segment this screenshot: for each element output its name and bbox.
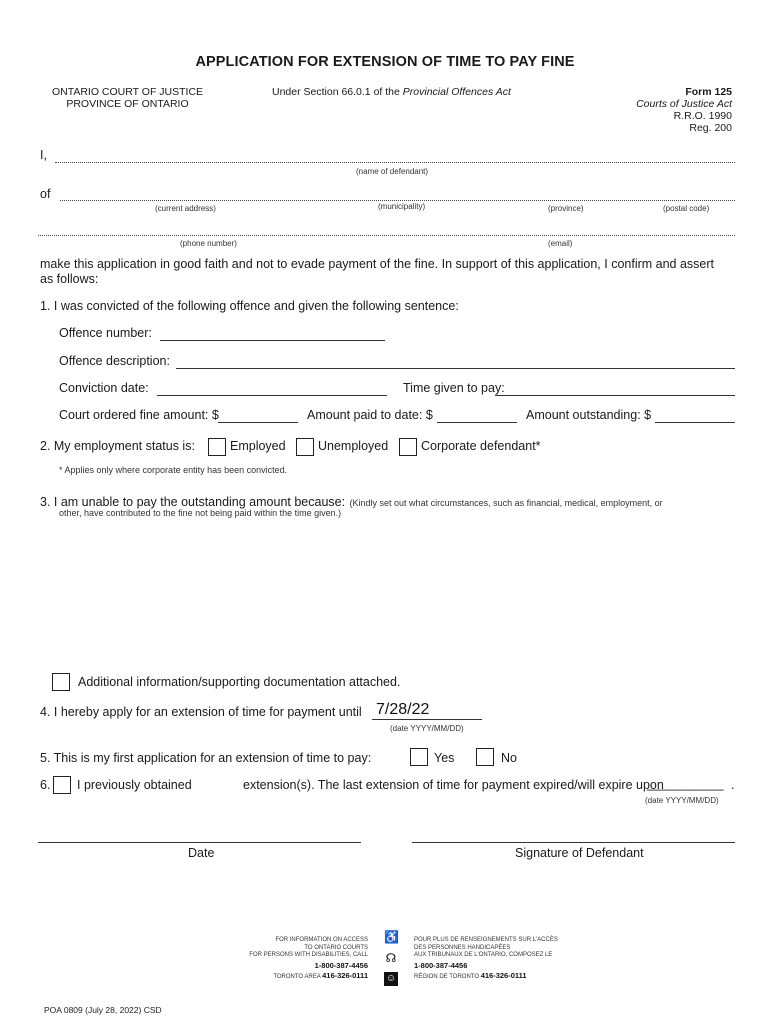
intro-line-1: make this application in good faith and not to evade payment of the fine. In support of this application, I confirm and assert — [40, 257, 715, 271]
footer-en-area: TORONTO AREA — [273, 973, 321, 980]
amount-outstanding-label: Amount outstanding: $ — [526, 408, 652, 422]
attachment-checkbox[interactable] — [52, 673, 70, 691]
corporate-defendant-label: Corporate defendant* — [421, 439, 541, 453]
municipality-caption: (municipality) — [378, 202, 426, 211]
form-code: POA 0809 (July 28, 2022) CSD — [44, 1005, 162, 1015]
section-1-heading: 1. I was convicted of the following offence and given the following sentence: — [40, 299, 459, 313]
court-line-2: PROVINCE OF ONTARIO — [66, 98, 189, 110]
employed-checkbox[interactable] — [208, 438, 226, 456]
extension-date-value: 7/28/22 — [376, 701, 430, 718]
unemployed-label: Unemployed — [318, 439, 389, 453]
conviction-date-label: Conviction date: — [59, 381, 149, 395]
footer-french — [414, 937, 558, 982]
name-caption: (name of defendant) — [356, 167, 429, 176]
offence-description-label: Offence description: — [59, 354, 170, 368]
statute-name: Provincial Offences Act — [402, 86, 511, 98]
footer-en-line-2: TO ONTARIO COURTS — [304, 944, 368, 951]
province-caption: (province) — [548, 204, 584, 213]
statute-reference — [272, 86, 511, 98]
extension-date-caption: (date YYYY/MM/DD) — [390, 724, 464, 733]
address-field[interactable] — [60, 200, 735, 201]
form-number: Form 125 — [685, 86, 732, 98]
signature-label: Signature of Defendant — [515, 846, 644, 860]
postal-code-caption: (postal code) — [663, 204, 710, 213]
fine-amount-field[interactable] — [218, 422, 298, 423]
first-application-yes-label: Yes — [434, 751, 455, 765]
form-reg: Reg. 200 — [689, 122, 732, 134]
form-title: APPLICATION FOR EXTENSION OF TIME TO PAY FINE — [195, 54, 575, 70]
corporate-note: * Applies only where corporate entity has been convicted. — [59, 465, 288, 475]
offence-number-label: Offence number: — [59, 326, 152, 340]
intro-line-2: as follows: — [40, 272, 99, 286]
email-caption: (email) — [548, 239, 573, 248]
section-5-text: 5. This is my first application for an extension of time to pay: — [40, 751, 372, 765]
footer-fr-phone-2: 416-326-0111 — [480, 970, 527, 980]
corporate-defendant-checkbox[interactable] — [399, 438, 417, 456]
form-act: Courts of Justice Act — [636, 98, 732, 110]
footer-en-line-1: FOR INFORMATION ON ACCESS — [275, 937, 368, 943]
form-reference — [636, 86, 732, 134]
section-3-instruction-1: (Kindly set out what circumstances, such as financial, medical, employment, or — [349, 498, 663, 508]
court-line-1: ONTARIO COURT OF JUSTICE — [51, 86, 204, 98]
section-6-text-a: I previously obtained — [77, 778, 192, 792]
unemployed-checkbox[interactable] — [296, 438, 314, 456]
first-application-yes-checkbox[interactable] — [410, 748, 428, 766]
offence-description-field[interactable] — [176, 368, 735, 369]
fine-amount-label: Court ordered fine amount: $ — [59, 408, 219, 422]
footer-fr-line-3: AUX TRIBUNAUX DE L'ONTARIO, COMPOSEZ LE — [414, 952, 553, 958]
reason-text-area[interactable] — [59, 525, 735, 665]
offence-number-field[interactable] — [160, 340, 385, 341]
conviction-date-field[interactable] — [157, 395, 387, 396]
accessibility-figure-icon: ☺ — [385, 973, 397, 984]
last-extension-date-caption: (date YYYY/MM/DD) — [645, 796, 719, 805]
extension-date-field[interactable] — [372, 719, 482, 720]
footer-fr-area: RÉGION DE TORONTO — [414, 973, 480, 980]
first-application-no-label: No — [501, 751, 517, 765]
employed-label: Employed — [230, 439, 286, 453]
phone-email-field[interactable] — [38, 235, 735, 236]
time-given-label: Time given to pay: — [403, 381, 505, 395]
section-6-number: 6. — [40, 778, 51, 792]
wheelchair-icon: ♿ — [384, 930, 399, 944]
amount-paid-label: Amount paid to date: $ — [307, 408, 433, 422]
date-signature-line[interactable] — [38, 842, 361, 843]
amount-outstanding-field[interactable] — [655, 422, 735, 423]
section-6-text-b: extension(s). The last extension of time for payment expired/will expire upon — [243, 778, 664, 792]
section-2-heading: 2. My employment status is: — [40, 439, 195, 453]
hearing-icon: ☊ — [385, 951, 397, 965]
footer-fr-line-1: POUR PLUS DE RENSEIGNEMENTS SUR L'ACCÈS — [414, 937, 558, 943]
section-3-instruction-2: other, have contributed to the fine not being paid within the time given.) — [59, 508, 342, 518]
section-4-text: 4. I hereby apply for an extension of time for payment until — [40, 705, 362, 719]
time-given-field[interactable] — [495, 395, 735, 396]
defendant-name-field[interactable] — [55, 162, 735, 163]
previous-extension-checkbox[interactable] — [53, 776, 71, 794]
address-caption: (current address) — [155, 204, 216, 213]
footer-english — [240, 937, 368, 982]
extension-count-field[interactable] — [192, 776, 238, 792]
amount-paid-field[interactable] — [437, 422, 517, 423]
footer-en-phone-2: 416-326-0111 — [322, 970, 368, 980]
statute-prefix: Under Section 66.0.1 of the — [272, 86, 400, 98]
footer-fr-phone-1: 1-800-387-4456 — [414, 960, 468, 970]
date-label: Date — [188, 846, 215, 860]
last-extension-date-field[interactable]: ___________ — [647, 777, 724, 791]
attachment-label: Additional information/supporting documentation attached. — [78, 675, 401, 689]
court-name — [40, 86, 215, 110]
of-label: of — [40, 187, 51, 201]
phone-caption: (phone number) — [180, 239, 237, 248]
section-3-heading-text: 3. I am unable to pay the outstanding amount because: — [40, 495, 346, 509]
form-rro: R.R.O. 1990 — [673, 110, 732, 122]
footer-fr-line-2: DES PERSONNES HANDICAPÉES — [414, 944, 511, 951]
footer-en-line-3: FOR PERSONS WITH DISABILITIES, CALL — [249, 952, 368, 958]
section-6-period: . — [731, 778, 735, 792]
defendant-signature-line[interactable] — [412, 842, 735, 843]
footer-en-phone-1: 1-800-387-4456 — [314, 960, 368, 970]
first-application-no-checkbox[interactable] — [476, 748, 494, 766]
i-label: I, — [40, 148, 47, 162]
